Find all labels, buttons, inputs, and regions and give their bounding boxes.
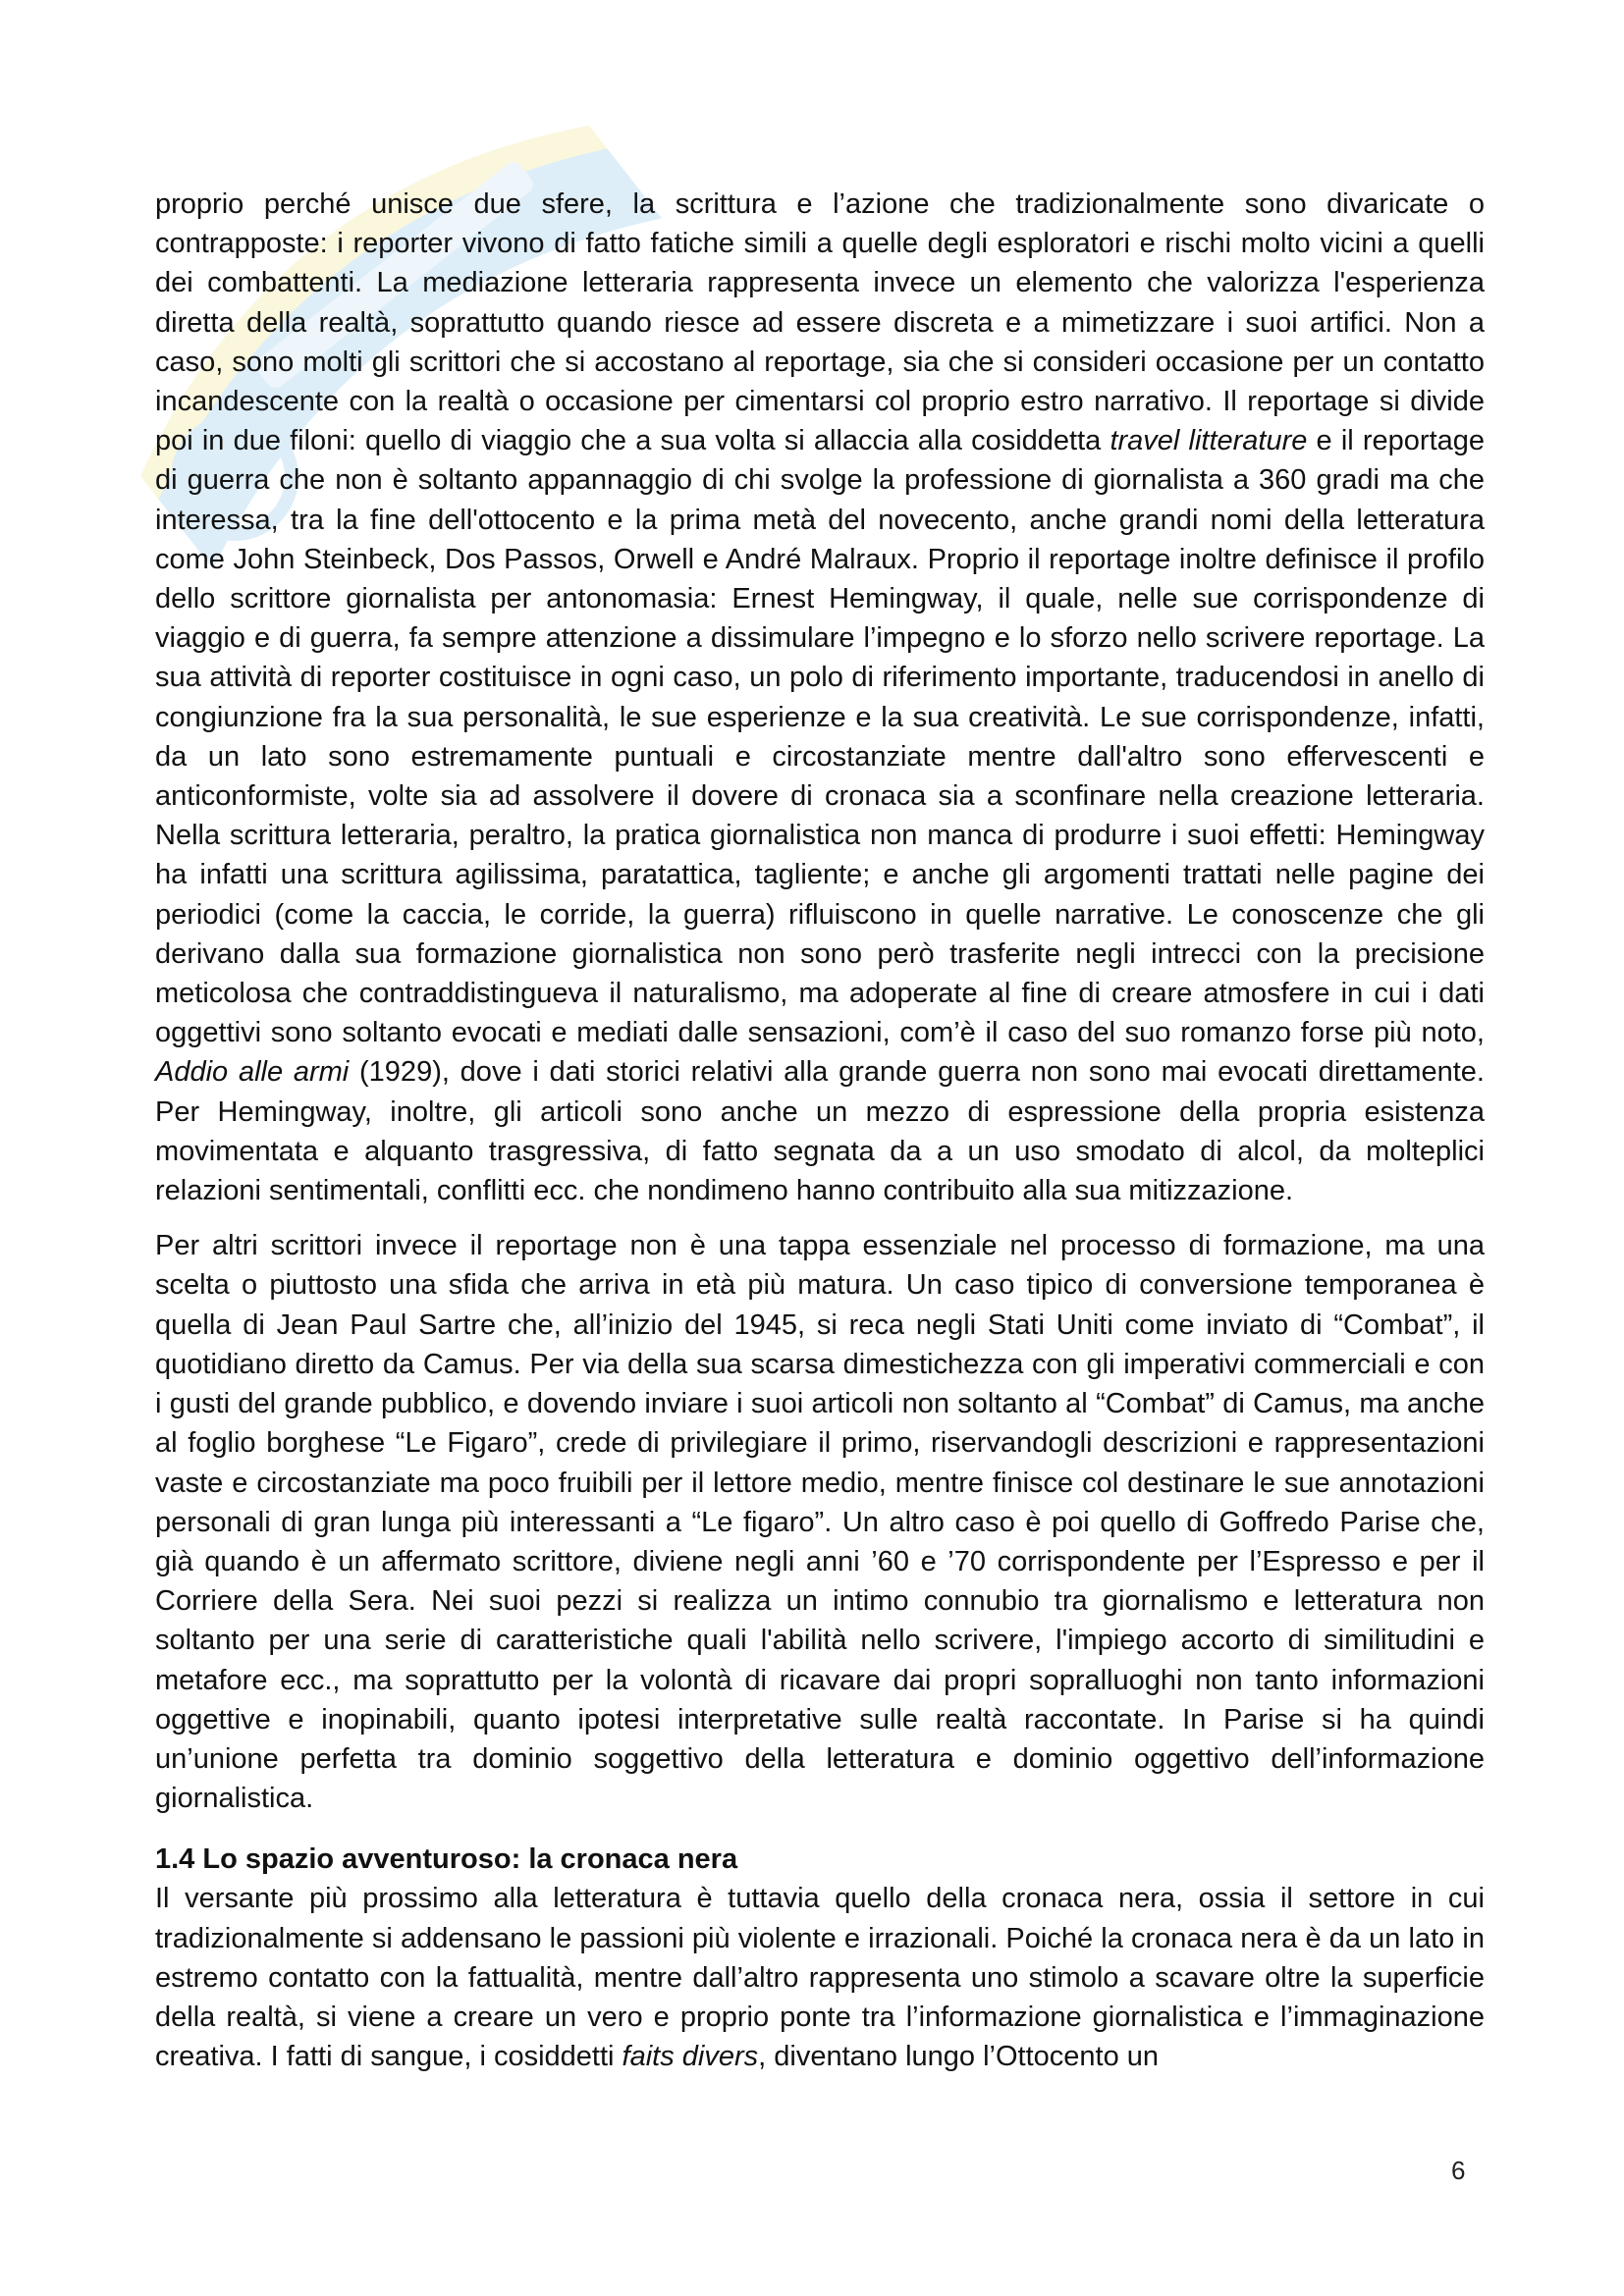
text-run: e il reportage di guerra che non è soltanto appannaggio di chi svolge la professione di giornalista a 360 gradi ma che interessa, tra la fine dell'ottocento e la prima metà del novecento, anche grandi nomi della letteratura come John Steinbeck, Dos Passos, Orwell e André Malraux. Proprio il reportage inoltre definisce il profilo dello scrittore giornalista per antonomasia: Ernest Hemingway, il quale, nelle sue corrispondenze di viaggio e di guerra, fa sempre attenzione a dissimulare l’impegno e lo sforzo nello scrivere reportage. La sua attività di reporter costituisce in ogni caso, un polo di riferimento importante, traducendosi in anello di congiunzione fra la sua personalità, le sue esperienze e la sua creatività. Le sue corrispondenze, infatti, da un lato sono estremamente puntuali e circostanziate mentre dall'altro sono effervescenti e anticonformiste, volte sia ad assolvere il dovere di cronaca sia a sconfinare nella creazione letteraria. Nella scrittura letteraria, peraltro, la pratica giornalistica non manca di produrre i suoi effetti: Hemingway ha infatti una scrittura agilissima, paratattica, tagliente; e anche gli argomenti trattati nelle pagine dei periodici (come la caccia, le corride, la guerra) rifluiscono in quelle narrative. Le conoscenze che gli derivano dalla sua formazione giornalistica non sono però trasferite negli intrecci con la precisione meticolosa che contraddistingueva il naturalismo, ma adoperate al fine di creare atmosfere in cui i dati oggettivi sono soltanto evocati e mediati dalle sensazioni, com’è il caso del suo romanzo forse più noto,	[155, 425, 1486, 1049]
italic-text: Addio alle armi	[155, 1056, 350, 1089]
text-run: Il versante più prossimo alla letteratura è tuttavia quello della cronaca nera, ossia il settore in cui tradizionalmente si addensano le passioni più violente e irrazionali. Poiché la cronaca nera è da un lato in estremo contatto con la fattualità, mentre dall’altro rappresenta uno stimolo a scavare oltre la superficie della realtà, si viene a creare un vero e proprio ponte tra l’informazione giornalistica e l’immaginazione creativa. I fatti di sangue, i cosiddetti	[155, 1883, 1485, 2073]
text-run: (1929), dove i dati storici relativi alla grande guerra non sono mai evocati direttamente. Per Hemingway, inoltre, gli articoli sono anche un mezzo di espressione della propria esistenza movimentata e alquanto trasgressiva, di fatto segnata da a un uso smodato di alcol, da molteplici relazioni sentimentali, conflitti ecc. che nondimeno hanno contribuito alla sua mitizzazione.	[155, 1056, 1485, 1207]
text-run: Per altri scrittori invece il reportage non è una tappa essenziale nel processo di formazione, ma una scelta o piuttosto una sfida che arriva in età più matura. Un caso tipico di conversione temporanea è quella di Jean Paul Sartre che, all’inizio del 1945, si reca negli Stati Uniti come inviato di “Combat”, il quotidiano diretto da Camus. Per via della sua scarsa dimestichezza con gli imperativi commerciali e con i gusti del grande pubblico, e dovendo inviare i suoi articoli non soltanto al “Combat” di Camus, ma anche al foglio borghese “Le Figaro”, crede di privilegiare il primo, riservandogli descrizioni e rappresentazioni vaste e circostanziate ma poco fruibili per il lettore medio, mentre finisce col destinare le sue annotazioni personali di gran lunga più interessanti a “Le figaro”. Un altro caso è poi quello di Goffredo Parise che, già quando è un affermato scrittore, diviene negli anni ’60 e ’70 corrispondente per l’Espresso e per il Corriere della Sera. Nei suoi pezzi si realizza un intimo connubio tra giornalismo e letteratura non soltanto per una serie di caratteristiche quali l'abilità nello scrivere, l'impiego accorto di similitudini e metafore ecc., ma soprattutto per la volontà di ricavare dai propri sopralluoghi non tanto informazioni oggettive e inopinabili, quanto ipotesi interpretative sulle realtà raccontate. In Parise si ha quindi un’unione perfetta tra dominio soggettivo della letteratura e dominio oggettivo dell’informazione giornalistica.	[155, 1230, 1485, 1815]
paragraph-cronaca-nera	[155, 1879, 1485, 2076]
text-run: proprio perché unisce due sfere, la scrittura e l’azione che tradizionalmente sono divaricate o contrapposte: i reporter vivono di fatto fatiche simili a quelle degli esploratori e rischi molto vicini a quelli dei combattenti. La mediazione letteraria rappresenta invece un elemento che valorizza l'esperienza diretta della realtà, soprattutto quando riesce ad essere discreta e a mimetizzare i suoi artifici. Non a caso, sono molti gli scrittori che si accostano al reportage, sia che si consideri occasione per un contatto incandescente con la realtà o occasione per cimentarsi col proprio estro narrativo. Il reportage si divide poi in due filoni: quello di viaggio che a sua volta si allaccia alla cosiddetta	[155, 188, 1485, 457]
paragraph-reportage	[155, 185, 1485, 1210]
text-run: , diventano lungo l’Ottocento un	[758, 2041, 1160, 2073]
italic-text: faits divers	[622, 2041, 759, 2073]
paragraph-altri-scrittori	[155, 1226, 1485, 1818]
page-body	[155, 185, 1485, 2076]
italic-text: travel litterature	[1110, 425, 1308, 457]
page-number: 6	[1451, 2156, 1466, 2185]
section-heading: 1.4 Lo spazio avventuroso: la cronaca nera	[155, 1843, 738, 1876]
